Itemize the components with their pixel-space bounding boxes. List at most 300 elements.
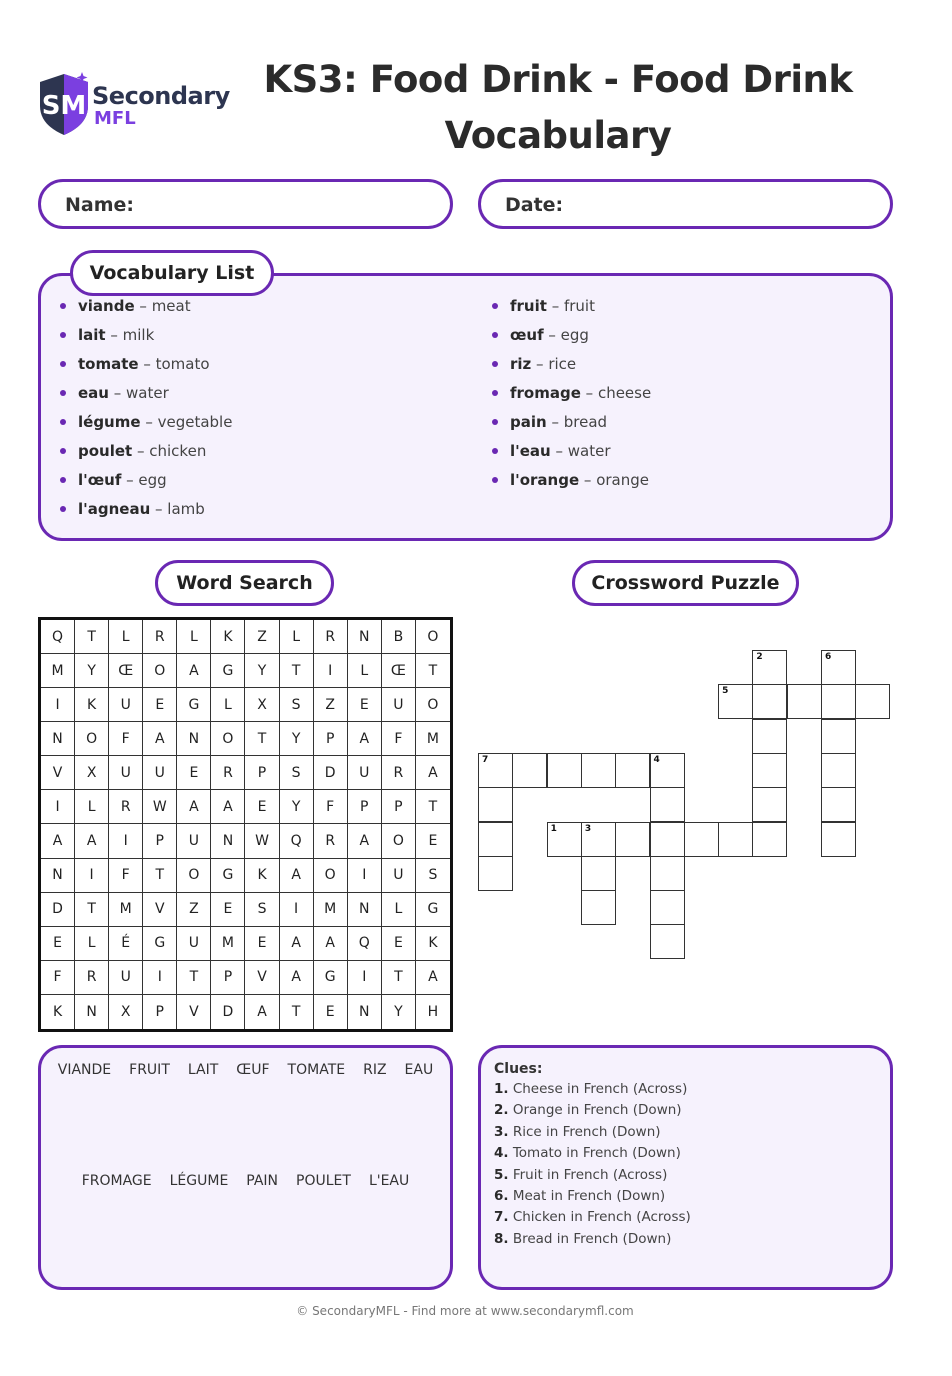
wordsearch-cell[interactable]: T — [177, 961, 211, 995]
wordsearch-cell[interactable]: T — [143, 859, 177, 893]
wordsearch-cell[interactable]: Y — [75, 654, 109, 688]
word-bank-item: FROMAGE — [81, 1173, 152, 1189]
clue-list — [494, 1081, 691, 1252]
wordsearch-cell[interactable]: P — [348, 790, 382, 824]
word-bank-item: EAU — [404, 1062, 434, 1078]
vocab-item — [38, 498, 232, 527]
wordsearch-cell[interactable]: Z — [177, 893, 211, 927]
wordsearch-cell[interactable]: P — [143, 995, 177, 1029]
wordsearch-cell[interactable]: F — [109, 859, 143, 893]
bullet-icon — [492, 361, 498, 367]
crossword-number: 5 — [722, 686, 729, 697]
wordsearch-cell[interactable]: Y — [245, 654, 279, 688]
crossword-heading: Crossword Puzzle — [572, 560, 799, 606]
vocab-french: riz — [510, 355, 532, 373]
wordsearch-cell[interactable]: P — [314, 722, 348, 756]
wordsearch-cell[interactable]: A — [280, 927, 314, 961]
vocab-separator: – — [121, 471, 139, 489]
wordsearch-cell[interactable]: N — [211, 824, 245, 858]
vocab-item — [38, 411, 232, 440]
word-bank-item: L'EAU — [368, 1173, 410, 1189]
logo-monogram: SM — [41, 91, 87, 121]
wordsearch-cell[interactable]: F — [41, 961, 75, 995]
shield-logo-icon — [38, 72, 90, 136]
wordsearch-cell[interactable]: T — [382, 961, 416, 995]
footer: © SecondaryMFL - Find more at www.secondarymfl.com — [296, 1304, 634, 1318]
vocab-english: tomato — [155, 355, 210, 373]
wordsearch-cell[interactable]: A — [245, 995, 279, 1029]
wordsearch-cell[interactable]: A — [348, 722, 382, 756]
crossword-cell[interactable] — [650, 822, 685, 857]
page-title: KS3: Food Drink - Food Drink Vocabulary — [263, 58, 853, 157]
wordsearch-cell[interactable]: O — [75, 722, 109, 756]
clue-number: 8. — [494, 1230, 509, 1247]
wordsearch-cell[interactable]: Q — [41, 620, 75, 654]
wordsearch-cell[interactable]: L — [75, 927, 109, 961]
wordsearch-cell[interactable]: P — [211, 961, 245, 995]
wordsearch-cell[interactable]: M — [211, 927, 245, 961]
wordsearch-cell[interactable]: E — [41, 927, 75, 961]
wordsearch-cell[interactable]: Q — [348, 927, 382, 961]
vocabulary-list-left — [38, 295, 232, 527]
wordsearch-cell[interactable]: V — [143, 893, 177, 927]
wordsearch-cell[interactable]: A — [348, 824, 382, 858]
vocab-french: l'orange — [510, 471, 580, 489]
crossword-number: 7 — [482, 754, 489, 765]
bullet-icon — [60, 448, 66, 454]
clue-item — [494, 1102, 691, 1123]
crossword-cell[interactable] — [821, 719, 856, 754]
wordsearch-heading: Word Search — [155, 560, 334, 606]
wordsearch-cell[interactable]: U — [109, 756, 143, 790]
vocab-item — [470, 440, 651, 469]
crossword-cell[interactable] — [821, 787, 856, 822]
crossword-cell[interactable] — [615, 753, 650, 788]
vocab-french: l'agneau — [78, 500, 151, 518]
vocab-french: œuf — [510, 326, 544, 344]
crossword-cell[interactable] — [478, 822, 513, 857]
wordsearch-cell[interactable]: U — [143, 756, 177, 790]
wordsearch-cell[interactable]: E — [245, 790, 279, 824]
crossword-cell[interactable] — [512, 753, 547, 788]
vocab-french: pain — [510, 413, 547, 431]
name-label: Name: — [65, 194, 135, 216]
crossword-cell[interactable] — [684, 822, 719, 857]
vocab-french: lait — [78, 326, 106, 344]
wordsearch-cell[interactable]: U — [382, 859, 416, 893]
wordsearch-cell[interactable]: O — [382, 824, 416, 858]
wordsearch-cell[interactable]: A — [143, 722, 177, 756]
wordsearch-cell[interactable]: A — [416, 961, 450, 995]
vocab-separator: – — [550, 442, 568, 460]
vocab-item — [470, 411, 651, 440]
wordsearch-cell[interactable]: K — [75, 688, 109, 722]
wordsearch-cell[interactable]: S — [416, 859, 450, 893]
wordsearch-cell[interactable]: I — [348, 859, 382, 893]
wordsearch-cell[interactable]: Œ — [382, 654, 416, 688]
wordsearch-cell[interactable]: W — [143, 790, 177, 824]
wordsearch-cell[interactable]: H — [427, 1003, 439, 1020]
wordsearch-cell[interactable]: T — [75, 620, 109, 654]
clue-text: Chicken in French (Across) — [512, 1209, 691, 1226]
wordsearch-cell[interactable]: A — [314, 927, 348, 961]
vocab-english: lamb — [167, 500, 205, 518]
wordsearch-cell[interactable]: L — [280, 620, 314, 654]
vocab-separator: – — [134, 297, 152, 315]
wordsearch-cell[interactable]: O — [314, 859, 348, 893]
crossword-number: 6 — [825, 652, 832, 662]
vocab-separator: – — [108, 384, 127, 402]
wordsearch-cell[interactable]: G — [211, 654, 245, 688]
clue-text: Bread in French (Down) — [512, 1230, 672, 1247]
vocab-item — [38, 353, 232, 382]
vocab-item — [38, 295, 232, 324]
date-label: Date: — [505, 194, 564, 216]
wordsearch-cell[interactable]: I — [314, 654, 348, 688]
wordsearch-cell[interactable]: L — [211, 688, 245, 722]
crossword-cell[interactable] — [821, 684, 856, 719]
word-bank-item: VIANDE — [57, 1062, 112, 1078]
wordsearch-cell[interactable]: S — [280, 688, 314, 722]
wordsearch-cell[interactable]: R — [382, 756, 416, 790]
wordsearch-cell[interactable]: T — [280, 654, 314, 688]
wordsearch-cell[interactable]: L — [382, 893, 416, 927]
crossword-cell[interactable] — [752, 822, 787, 857]
bullet-icon — [60, 361, 66, 367]
wordsearch-cell[interactable]: U — [382, 688, 416, 722]
clue-text: Orange in French (Down) — [512, 1102, 682, 1119]
wordsearch-cell[interactable]: L — [177, 620, 211, 654]
wordsearch-cell[interactable]: A — [416, 756, 450, 790]
clue-number: 4. — [494, 1145, 509, 1162]
wordsearch-cell[interactable]: U — [109, 688, 143, 722]
wordsearch-cell[interactable]: E — [382, 927, 416, 961]
wordsearch-cell[interactable]: R — [75, 961, 109, 995]
clue-number: 7. — [494, 1209, 509, 1226]
crossword-cell[interactable] — [650, 787, 685, 822]
vocab-item — [470, 469, 651, 498]
word-bank-item: FRUIT — [129, 1062, 170, 1078]
vocab-separator: – — [132, 442, 150, 460]
wordsearch-cell[interactable]: R — [314, 620, 348, 654]
wordsearch-cell[interactable]: O — [211, 722, 245, 756]
wordsearch-cell[interactable]: V — [245, 961, 279, 995]
wordsearch-cell[interactable]: M — [416, 722, 450, 756]
vocab-french: eau — [78, 384, 109, 402]
crossword-cell[interactable] — [752, 684, 787, 719]
wordsearch-cell[interactable]: R — [109, 790, 143, 824]
bullet-icon — [492, 332, 498, 338]
wordsearch-cell[interactable]: N — [348, 995, 382, 1029]
wordsearch-cell[interactable]: L — [348, 654, 382, 688]
bullet-icon — [60, 303, 66, 309]
clues-panel — [478, 1045, 893, 1290]
vocab-separator: – — [140, 413, 158, 431]
wordsearch-cell[interactable]: R — [143, 620, 177, 654]
clue-item — [494, 1188, 691, 1209]
crossword-cell[interactable] — [581, 890, 616, 925]
wordsearch-cell[interactable]: O — [416, 620, 450, 654]
wordsearch-cell[interactable]: A — [177, 790, 211, 824]
vocab-item — [38, 469, 232, 498]
crossword-cell[interactable] — [650, 856, 685, 891]
bullet-icon — [492, 303, 498, 309]
crossword-number: 1 — [550, 823, 557, 834]
wordsearch-cell[interactable]: Y — [280, 722, 314, 756]
word-bank-item: RIZ — [363, 1062, 387, 1078]
clue-number: 5. — [494, 1166, 509, 1183]
vocab-french: fruit — [510, 297, 547, 315]
wordsearch-cell[interactable]: S — [245, 893, 279, 927]
crossword-cell[interactable] — [752, 753, 787, 788]
wordsearch-cell[interactable]: T — [280, 995, 314, 1029]
wordsearch-cell[interactable]: X — [245, 688, 279, 722]
wordsearch-cell[interactable]: K — [41, 995, 75, 1029]
clue-text: Fruit in French (Across) — [512, 1166, 668, 1183]
wordsearch-cell[interactable]: I — [143, 961, 177, 995]
wordsearch-cell[interactable]: V — [177, 995, 211, 1029]
crossword-cell[interactable] — [478, 856, 513, 891]
bullet-icon — [492, 477, 498, 483]
crossword-cell[interactable] — [478, 787, 513, 822]
vocab-french: l'eau — [510, 442, 551, 460]
vocab-french: tomate — [78, 355, 139, 373]
vocab-english: egg — [138, 471, 167, 489]
crossword-cell[interactable] — [547, 753, 582, 788]
clue-text: Meat in French (Down) — [512, 1187, 666, 1204]
bullet-icon — [60, 477, 66, 483]
wordsearch-cell[interactable]: I — [41, 688, 75, 722]
wordsearch-cell[interactable]: G — [314, 961, 348, 995]
wordsearch-cell[interactable]: P — [245, 756, 279, 790]
wordsearch-cell[interactable]: A — [211, 790, 245, 824]
wordsearch-cell[interactable]: N — [41, 859, 75, 893]
wordsearch-cell[interactable]: Y — [382, 995, 416, 1029]
wordsearch-cell[interactable]: Z — [245, 620, 279, 654]
bullet-icon — [492, 390, 498, 396]
vocab-english: rice — [548, 355, 577, 373]
wordsearch-cell[interactable]: D — [211, 995, 245, 1029]
wordsearch-cell[interactable]: O — [177, 859, 211, 893]
vocab-separator: – — [531, 355, 549, 373]
wordsearch-cell[interactable]: N — [75, 995, 109, 1029]
crossword-cell[interactable] — [752, 719, 787, 754]
vocab-item — [470, 382, 651, 411]
wordsearch-cell[interactable]: Œ — [109, 654, 143, 688]
wordsearch-cell[interactable]: O — [143, 654, 177, 688]
crossword-cell[interactable] — [752, 787, 787, 822]
clue-item — [494, 1167, 691, 1188]
wordsearch-cell[interactable]: V — [41, 756, 75, 790]
vocab-english: milk — [122, 326, 155, 344]
name-field[interactable] — [38, 179, 453, 229]
word-bank-item: LÉGUME — [169, 1173, 229, 1189]
date-field[interactable] — [478, 179, 893, 229]
vocab-english: vegetable — [157, 413, 233, 431]
vocab-english: water — [567, 442, 611, 460]
wordsearch-cell[interactable]: F — [109, 722, 143, 756]
wordsearch-cell[interactable]: E — [143, 688, 177, 722]
wordsearch-cell[interactable]: I — [280, 893, 314, 927]
wordsearch-cell[interactable]: X — [109, 995, 143, 1029]
crossword-cell[interactable] — [650, 890, 685, 925]
wordsearch-cell[interactable]: B — [382, 620, 416, 654]
word-bank-item: LAIT — [187, 1062, 219, 1078]
wordsearch-cell[interactable]: G — [416, 893, 450, 927]
wordsearch-cell[interactable]: U — [348, 756, 382, 790]
vocab-separator: – — [546, 297, 564, 315]
wordsearch-cell[interactable]: I — [41, 790, 75, 824]
wordsearch-cell[interactable]: É — [109, 927, 143, 961]
wordsearch-cell[interactable]: G — [211, 859, 245, 893]
crossword-cell[interactable] — [718, 822, 753, 857]
crossword-number: 3 — [584, 823, 592, 834]
wordsearch-cell[interactable]: N — [348, 620, 382, 654]
vocab-separator: – — [580, 384, 598, 402]
wordsearch-cell[interactable]: U — [109, 961, 143, 995]
wordsearch-grid — [38, 617, 453, 1032]
crossword-number: 4 — [653, 754, 660, 765]
crossword-cell[interactable] — [581, 753, 616, 788]
crossword-cell[interactable] — [581, 856, 616, 891]
wordsearch-cell[interactable]: I — [348, 961, 382, 995]
wordsearch-cell[interactable]: M — [41, 654, 75, 688]
wordsearch-cell[interactable]: K — [211, 620, 245, 654]
vocab-french: fromage — [510, 384, 581, 402]
wordsearch-cell[interactable]: N — [348, 893, 382, 927]
vocab-english: orange — [596, 471, 649, 489]
wordsearch-cell[interactable]: A — [177, 654, 211, 688]
wordsearch-cell[interactable]: E — [348, 688, 382, 722]
word-bank-item: PAIN — [246, 1173, 279, 1189]
wordsearch-cell[interactable]: F — [382, 722, 416, 756]
wordsearch-cell[interactable]: R — [314, 824, 348, 858]
vocab-separator: – — [543, 326, 561, 344]
wordsearch-cell[interactable]: M — [314, 893, 348, 927]
logo-text-secondary: Secondary — [92, 82, 230, 110]
vocabulary-heading: Vocabulary List — [70, 250, 274, 296]
wordsearch-cell[interactable]: G — [143, 927, 177, 961]
vocab-item — [470, 324, 651, 353]
wordsearch-cell[interactable]: Z — [314, 688, 348, 722]
clue-number: 2. — [494, 1102, 509, 1119]
bullet-icon — [60, 390, 66, 396]
vocab-item — [38, 440, 232, 469]
wordsearch-cell[interactable]: T — [416, 790, 450, 824]
wordsearch-cell[interactable]: O — [416, 688, 450, 722]
crossword-cell[interactable] — [821, 753, 856, 788]
wordsearch-cell[interactable]: U — [177, 927, 211, 961]
wordsearch-cell[interactable]: P — [143, 824, 177, 858]
bullet-icon — [60, 332, 66, 338]
wordsearch-cell[interactable]: N — [41, 722, 75, 756]
crossword-cell[interactable] — [650, 924, 685, 959]
word-bank-row-2 — [41, 1173, 450, 1189]
vocab-english: water — [126, 384, 169, 402]
vocab-french: poulet — [78, 442, 133, 460]
vocab-english: bread — [563, 413, 608, 431]
wordsearch-cell[interactable]: L — [109, 620, 143, 654]
wordsearch-cell[interactable]: W — [245, 824, 279, 858]
wordsearch-cell[interactable]: E — [314, 995, 348, 1029]
wordsearch-cell[interactable]: L — [75, 790, 109, 824]
crossword-cell[interactable] — [855, 684, 890, 719]
bullet-icon — [60, 506, 66, 512]
vocab-item — [38, 382, 232, 411]
wordsearch-cell[interactable]: A — [280, 961, 314, 995]
wordsearch-cell[interactable]: S — [280, 756, 314, 790]
wordsearch-cell[interactable]: I — [75, 859, 109, 893]
vocab-separator: – — [138, 355, 156, 373]
vocab-english: meat — [151, 297, 191, 315]
wordsearch-cell[interactable]: D — [314, 756, 348, 790]
vocabulary-list-right — [470, 295, 651, 498]
wordsearch-cell[interactable]: P — [382, 790, 416, 824]
wordsearch-cell[interactable]: A — [75, 824, 109, 858]
wordsearch-cell[interactable]: T — [75, 893, 109, 927]
wordsearch-cell[interactable]: E — [245, 927, 279, 961]
wordsearch-cell[interactable]: Y — [280, 790, 314, 824]
wordsearch-cell[interactable]: U — [177, 824, 211, 858]
wordsearch-cell[interactable]: K — [416, 927, 450, 961]
clue-item — [494, 1231, 691, 1252]
word-bank-item: TOMATE — [287, 1062, 346, 1078]
wordsearch-cell[interactable]: E — [416, 824, 450, 858]
wordsearch-cell[interactable]: G — [177, 688, 211, 722]
vocab-item — [470, 353, 651, 382]
clue-text: Rice in French (Down) — [512, 1123, 661, 1140]
crossword-cell[interactable] — [615, 822, 650, 857]
wordsearch-cell[interactable]: D — [41, 893, 75, 927]
vocab-separator: – — [105, 326, 123, 344]
word-bank-item: ŒUF — [236, 1062, 270, 1078]
clue-item — [494, 1145, 691, 1166]
wordsearch-cell[interactable]: E — [177, 756, 211, 790]
vocab-english: cheese — [597, 384, 652, 402]
clue-text: Tomato in French (Down) — [512, 1145, 681, 1162]
wordsearch-cell[interactable]: A — [280, 859, 314, 893]
wordsearch-cell[interactable]: Q — [280, 824, 314, 858]
vocab-french: l'œuf — [78, 471, 122, 489]
vocab-separator: – — [579, 471, 597, 489]
wordsearch-cell[interactable]: N — [177, 722, 211, 756]
wordsearch-cell[interactable]: R — [211, 756, 245, 790]
clue-item — [494, 1209, 691, 1230]
wordsearch-cell[interactable]: E — [211, 893, 245, 927]
crossword-cell[interactable] — [821, 822, 856, 857]
vocab-item — [470, 295, 651, 324]
wordsearch-cell[interactable]: T — [416, 654, 450, 688]
clue-number: 1. — [494, 1081, 509, 1097]
clues-heading: Clues: — [494, 1061, 543, 1077]
wordsearch-cell[interactable]: K — [245, 859, 279, 893]
wordsearch-cell[interactable]: X — [75, 756, 109, 790]
vocab-english: egg — [560, 326, 589, 344]
wordsearch-cell[interactable]: I — [109, 824, 143, 858]
brand-logo — [38, 72, 228, 138]
vocab-french: légume — [78, 413, 141, 431]
vocab-english: fruit — [563, 297, 595, 315]
crossword-cell[interactable] — [787, 684, 822, 719]
word-bank — [38, 1045, 453, 1290]
wordsearch-cell[interactable]: M — [109, 893, 143, 927]
vocab-separator: – — [546, 413, 564, 431]
clue-item — [494, 1081, 691, 1102]
wordsearch-cell[interactable]: T — [245, 722, 279, 756]
crossword-number: 2 — [756, 652, 763, 662]
wordsearch-cell[interactable]: F — [314, 790, 348, 824]
wordsearch-cell[interactable]: A — [41, 824, 75, 858]
